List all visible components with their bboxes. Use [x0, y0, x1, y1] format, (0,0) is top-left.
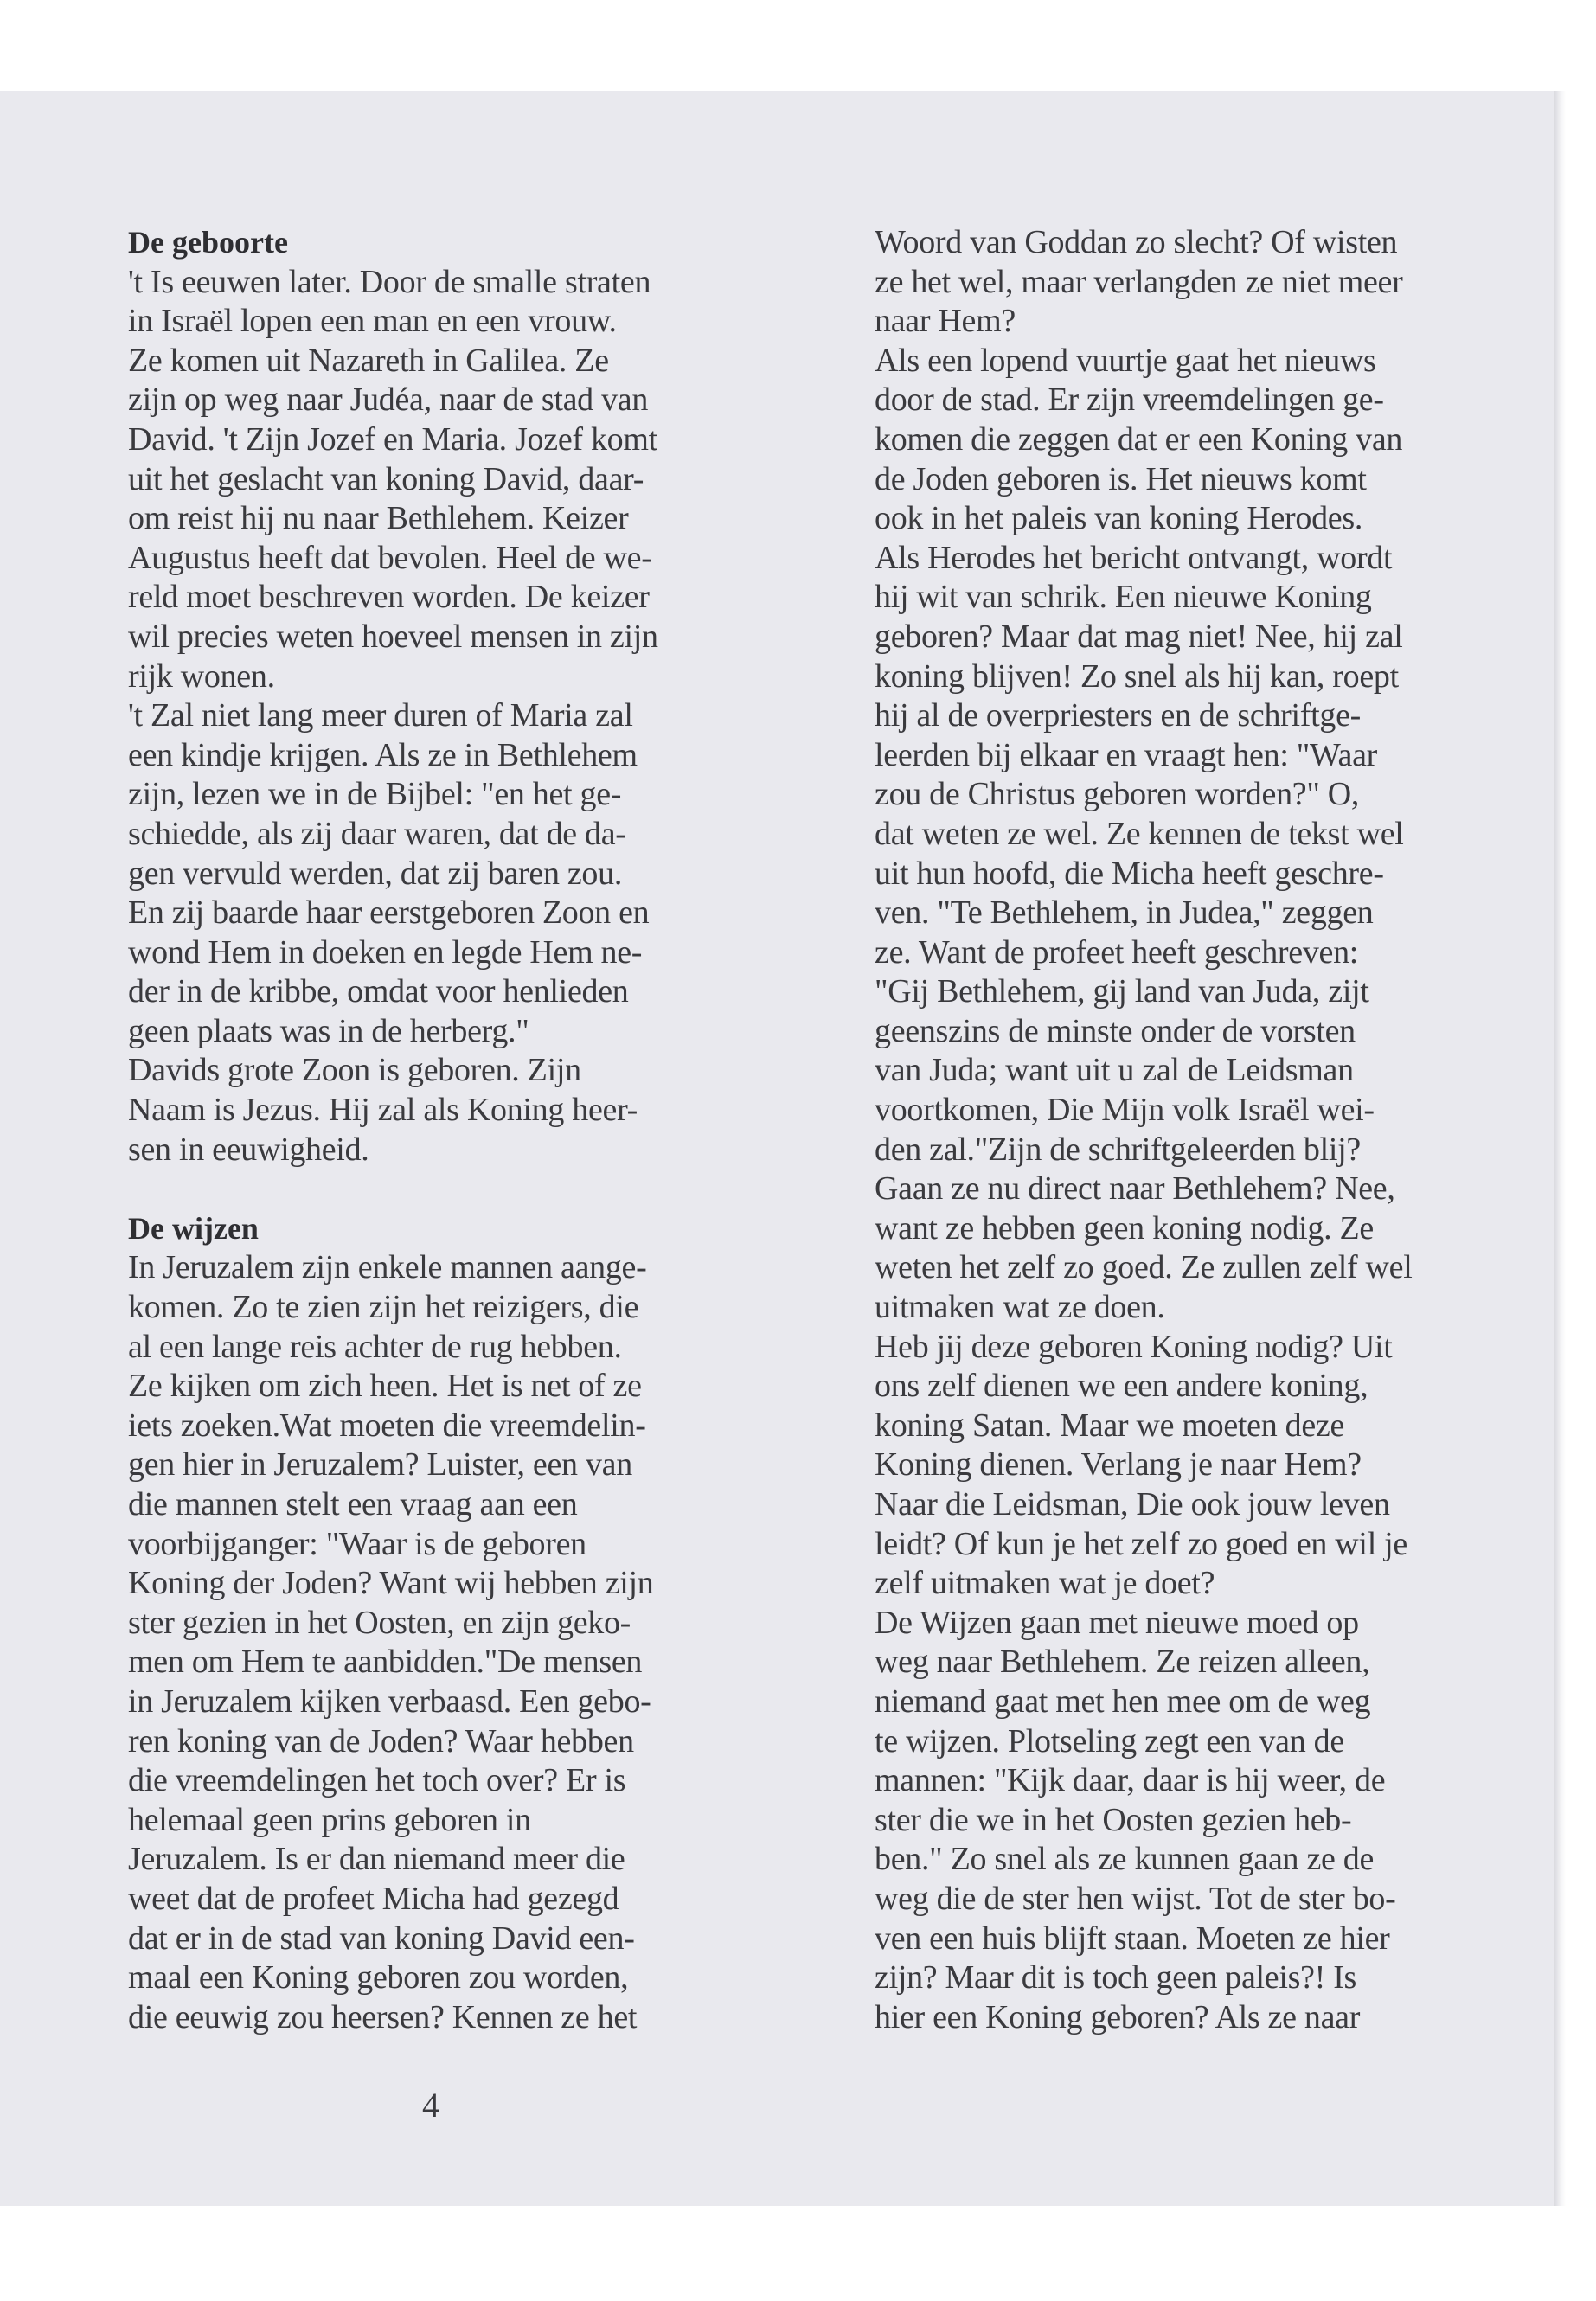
wise-men-paragraph-1: In Jeruzalem zijn enkele mannen aange- komen. Zo te zien zijn het reizigers, die al een lange reis achter de rug hebben. Ze kijken om zich heen. Het is net of ze iets zoeken.Wat moeten die vreemdelin- gen hier in Jeruzalem? Luister, een van die mannen stelt een vraag aan een voorbijganger: "Waar is de geboren Koning der Joden? Want wij hebben zijn ster gezien in het Oosten, en zijn geko- men om Hem te aanbidden."De mensen in Jeruzalem kijken verbaasd. Een gebo- ren koning van de Joden? Waar hebben die vreemdelingen het toch over? Er is helemaal geen prins geboren in Jeruzalem. Is er dan niemand meer die weet dat de profeet Micha had gezegd dat er in de stad van koning David een- maal een Koning geboren zou worden, die eeuwig zou heersen? Kennen ze het [128, 1249, 654, 2035]
right-paragraph-1: Woord van Goddan zo slecht? Of wisten ze het wel, maar verlangden ze niet meer naar Hem? [875, 224, 1403, 340]
page-number: 4 [422, 2086, 439, 2125]
birth-paragraph-1: 't Is eeuwen later. Door de smalle straten in Israël lopen een man en een vrouw. Ze komen uit Nazareth in Galilea. Ze zijn op weg naar Judéa, naar de stad van David. 't Zijn Jozef en Maria. Jozef komt uit het geslacht van koning David, daar- om reist hij nu naar Bethlehem. Keizer Augustus heeft dat bevolen. Heel de we- reld moet beschreven worden. De keizer wil precies weten hoeveel mensen in zijn rijk wonen. [128, 263, 658, 695]
right-paragraph-3: Heb jij deze geboren Koning nodig? Uit ons zelf dienen we een andere koning, koning Satan. Maar we moeten deze Koning dienen. Verlang je naar Hem? Naar die Leidsman, Die ook jouw leven leidt? Of kun je het zelf zo goed en wil je zelf uitmaken wat je doet? [875, 1328, 1407, 1602]
section-gap [128, 1170, 734, 1209]
left-column [128, 223, 734, 2037]
page-edge [1554, 91, 1566, 2206]
birth-paragraph-3: Davids grote Zoon is geboren. Zijn Naam is Jezus. Hij zal als Koning heer- sen in eeuwigheid. [128, 1052, 638, 1168]
right-column [875, 223, 1480, 2037]
right-paragraph-4: De Wijzen gaan met nieuwe moed op weg naar Bethlehem. Ze reizen alleen, niemand gaat met hen mee om de weg te wijzen. Plotseling zegt een van de mannen: "Kijk daar, daar is hij weer, de ster die we in het Oosten gezien heb- ben." Zo snel als ze kunnen gaan ze de weg die de ster hen wijst. Tot de ster bo- ven een huis blijft staan. Moeten ze hier zijn? Maar dit is toch geen paleis?! Is hier een Koning geboren? Als ze naar [875, 1604, 1396, 2035]
scan-margin-bottom [0, 2206, 1596, 2301]
heading-birth: De geboorte [128, 225, 288, 260]
right-paragraph-2: Als een lopend vuurtje gaat het nieuws door de stad. Er zijn vreemdelingen ge- komen die zeggen dat er een Koning van de Joden geboren is. Het nieuws komt ook in het paleis van koning Herodes. Als Herodes het bericht ontvangt, wordt hij wit van schrik. Een nieuwe Koning geboren? Maar dat mag niet! Nee, hij zal koning blijven! Zo snel als hij kan, roept hij al de overpriesters en de schriftge- leerden bij elkaar en vraagt hen: "Waar zou de Christus geboren worden?" O, dat weten ze wel. Ze kennen de tekst wel uit hun hoofd, die Micha heeft geschre- ven. "Te Bethlehem, in Judea," zeggen ze. Want de profeet heeft geschreven: "Gij Bethlehem, gij land van Juda, zijt geenszins de minste onder de vorsten van Juda; want uit u zal de Leidsman voortkomen, Die Mijn volk Israël wei- den zal."Zijn de schriftgeleerden blij? Gaan ze nu direct naar Bethlehem? Nee, want ze hebben geen koning nodig. Ze weten het zelf zo goed. Ze zullen zelf wel uitmaken wat ze doen. [875, 342, 1413, 1326]
heading-wise-men: De wijzen [128, 1210, 259, 1246]
birth-paragraph-2: 't Zal niet lang meer duren of Maria zal een kindje krijgen. Als ze in Bethlehem zijn, lezen we in de Bijbel: "en het ge- schiedde, als zij daar waren, dat de da- gen vervuld werden, dat zij baren zou. En zij baarde haar eerstgeboren Zoon en wond Hem in doeken en legde Hem ne- der in de kribbe, omdat voor henlieden geen plaats was in de herberg." [128, 697, 650, 1049]
scan-margin-top [0, 0, 1596, 91]
